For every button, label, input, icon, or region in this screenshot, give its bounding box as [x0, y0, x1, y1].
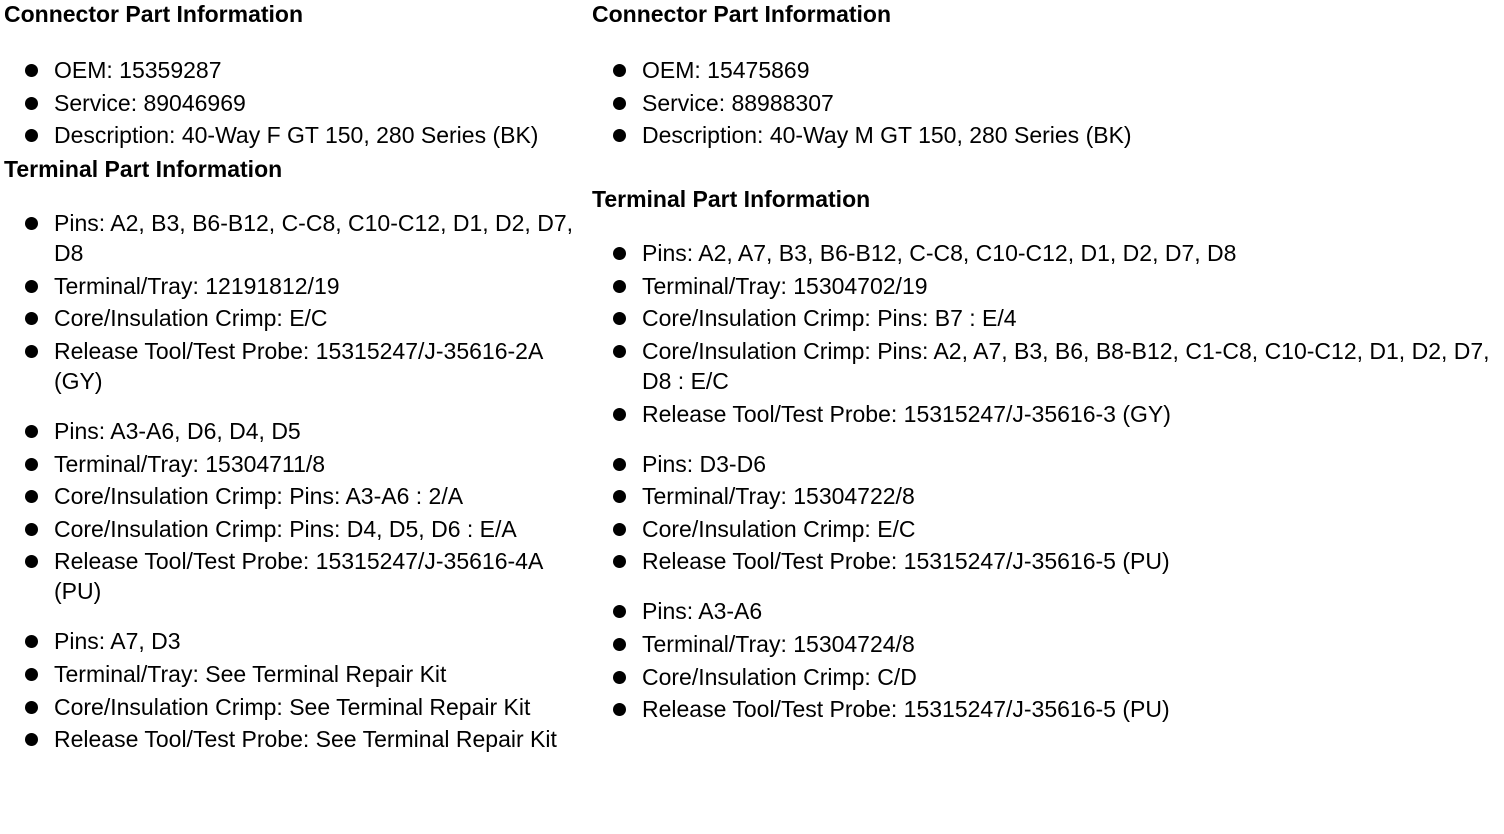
list-item: Release Tool/Test Probe: 15315247/J-35616-3 (GY): [592, 399, 1492, 429]
list-item: Pins: A7, D3: [4, 626, 584, 656]
list-item: Description: 40-Way F GT 150, 280 Series (BK): [4, 120, 584, 150]
list-item: Service: 88988307: [592, 88, 1492, 118]
terminal-group: [4, 626, 584, 754]
list-item: Core/Insulation Crimp: Pins: A3-A6 : 2/A: [4, 481, 584, 511]
list-item: Description: 40-Way M GT 150, 280 Series (BK): [592, 120, 1492, 150]
terminal-heading: Terminal Part Information: [592, 186, 871, 213]
list-item: Core/Insulation Crimp: E/C: [4, 303, 584, 333]
list-item: OEM: 15359287: [4, 55, 584, 85]
terminal-group: [592, 449, 1492, 577]
list-item: Release Tool/Test Probe: 15315247/J-35616-2A (GY): [4, 336, 584, 396]
list-item: Terminal/Tray: 15304702/19: [592, 271, 1492, 301]
list-item: Terminal/Tray: 12191812/19: [4, 271, 584, 301]
terminal-group: [4, 208, 584, 396]
list-item: Core/Insulation Crimp: C/D: [592, 662, 1492, 692]
list-item: Terminal/Tray: 15304722/8: [592, 481, 1492, 511]
list-item: Terminal/Tray: 15304711/8: [4, 449, 584, 479]
list-item: Pins: A3-A6, D6, D4, D5: [4, 416, 584, 446]
list-item: Release Tool/Test Probe: 15315247/J-35616-5 (PU): [592, 546, 1492, 576]
connector-list: [592, 55, 1492, 150]
connector-list: [4, 55, 584, 150]
connector-heading: Connector Part Information: [592, 1, 892, 27]
terminal-heading: Terminal Part Information: [4, 156, 283, 183]
list-item: Pins: A3-A6: [592, 596, 1492, 626]
terminal-group: [592, 238, 1492, 428]
terminal-group: [4, 416, 584, 606]
list-item: Core/Insulation Crimp: Pins: D4, D5, D6 : E/A: [4, 514, 584, 544]
list-item: Release Tool/Test Probe: 15315247/J-35616-4A (PU): [4, 546, 584, 606]
terminal-group: [592, 596, 1492, 724]
list-item: Service: 89046969: [4, 88, 584, 118]
list-item: Terminal/Tray: See Terminal Repair Kit: [4, 659, 584, 689]
list-item: Pins: A2, A7, B3, B6-B12, C-C8, C10-C12, D1, D2, D7, D8: [592, 238, 1492, 268]
list-item: Core/Insulation Crimp: Pins: A2, A7, B3, B6, B8-B12, C1-C8, C10-C12, D1, D2, D7, D8 : E/C: [592, 336, 1492, 396]
left-column: [4, 0, 584, 757]
list-item: Core/Insulation Crimp: Pins: B7 : E/4: [592, 303, 1492, 333]
list-item: Core/Insulation Crimp: E/C: [592, 514, 1492, 544]
list-item: Release Tool/Test Probe: 15315247/J-35616-5 (PU): [592, 694, 1492, 724]
list-item: Terminal/Tray: 15304724/8: [592, 629, 1492, 659]
list-item: OEM: 15475869: [592, 55, 1492, 85]
connector-heading: Connector Part Information: [4, 1, 304, 27]
right-column: [592, 0, 1492, 727]
list-item: Release Tool/Test Probe: See Terminal Repair Kit: [4, 724, 584, 754]
list-item: Pins: D3-D6: [592, 449, 1492, 479]
list-item: Core/Insulation Crimp: See Terminal Repair Kit: [4, 692, 584, 722]
list-item: Pins: A2, B3, B6-B12, C-C8, C10-C12, D1, D2, D7, D8: [4, 208, 584, 268]
